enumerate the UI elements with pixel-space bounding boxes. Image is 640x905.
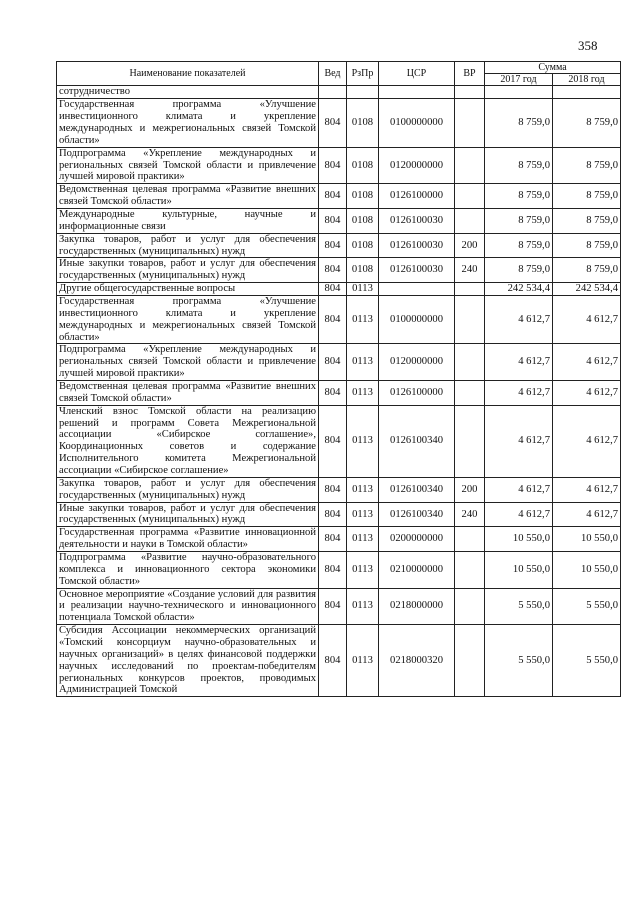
table-row [57, 502, 621, 527]
row-ved [319, 86, 347, 99]
row-sum-2017 [485, 86, 553, 99]
row-sum-2017: 8 759,0 [485, 147, 553, 184]
row-vr [455, 147, 485, 184]
row-sum-2017: 8 759,0 [485, 208, 553, 233]
row-ved: 804 [319, 258, 347, 283]
row-rzpr: 0108 [347, 208, 379, 233]
row-rzpr [347, 86, 379, 99]
row-sum-2018: 5 550,0 [553, 588, 621, 625]
header-sum: Сумма [485, 62, 621, 74]
row-csr: 0200000000 [379, 527, 455, 552]
row-csr: 0126100030 [379, 208, 455, 233]
row-vr [455, 283, 485, 296]
table-row [57, 344, 621, 381]
table-row [57, 99, 621, 147]
table-row [57, 283, 621, 296]
row-name: Основное мероприятие «Создание условий для развития и реализации научно-технического и инновационного потенциала Томской области» [57, 588, 319, 625]
row-sum-2017: 8 759,0 [485, 233, 553, 258]
table-row [57, 527, 621, 552]
row-sum-2017: 4 612,7 [485, 477, 553, 502]
row-ved: 804 [319, 233, 347, 258]
row-sum-2017: 10 550,0 [485, 527, 553, 552]
row-name: Подпрограмма «Развитие научно-образовательного комплекса и инновационного сектора экономики Томской области» [57, 552, 319, 589]
row-rzpr: 0113 [347, 344, 379, 381]
row-name: Международные культурные, научные и информационные связи [57, 208, 319, 233]
row-name: Государственная программа «Улучшение инвестиционного климата и укрепление международных и межрегиональных связей Томской области» [57, 295, 319, 343]
row-csr: 0218000000 [379, 588, 455, 625]
row-vr: 240 [455, 502, 485, 527]
budget-table [56, 61, 621, 697]
row-sum-2018: 4 612,7 [553, 502, 621, 527]
row-sum-2018: 242 534,4 [553, 283, 621, 296]
row-csr: 0210000000 [379, 552, 455, 589]
row-rzpr: 0113 [347, 405, 379, 477]
header-csr: ЦСР [379, 62, 455, 86]
row-ved: 804 [319, 283, 347, 296]
row-vr [455, 208, 485, 233]
row-sum-2018: 8 759,0 [553, 258, 621, 283]
row-vr [455, 405, 485, 477]
table-row [57, 233, 621, 258]
row-name: Иные закупки товаров, работ и услуг для обеспечения государственных (муниципальных) нужд [57, 258, 319, 283]
header-2017: 2017 год [485, 74, 553, 86]
row-rzpr: 0113 [347, 502, 379, 527]
row-sum-2017: 5 550,0 [485, 625, 553, 697]
row-ved: 804 [319, 527, 347, 552]
row-sum-2018: 4 612,7 [553, 477, 621, 502]
row-csr: 0218000320 [379, 625, 455, 697]
row-csr: 0126100340 [379, 477, 455, 502]
row-sum-2018: 8 759,0 [553, 233, 621, 258]
row-rzpr: 0108 [347, 184, 379, 209]
table-row [57, 381, 621, 406]
row-rzpr: 0113 [347, 283, 379, 296]
table-row [57, 208, 621, 233]
header-name: Наименование показателей [57, 62, 319, 86]
row-vr [455, 344, 485, 381]
row-csr [379, 283, 455, 296]
row-ved: 804 [319, 147, 347, 184]
row-vr: 200 [455, 477, 485, 502]
row-ved: 804 [319, 208, 347, 233]
row-name: сотрудничество [57, 86, 319, 99]
row-csr: 0126100030 [379, 258, 455, 283]
header-vr: ВР [455, 62, 485, 86]
row-name: Закупка товаров, работ и услуг для обеспечения государственных (муниципальных) нужд [57, 477, 319, 502]
table-row [57, 405, 621, 477]
row-name: Подпрограмма «Укрепление международных и региональных связей Томской области и привлечение лучшей мировой практики» [57, 344, 319, 381]
row-rzpr: 0108 [347, 147, 379, 184]
row-rzpr: 0108 [347, 258, 379, 283]
row-ved: 804 [319, 477, 347, 502]
row-rzpr: 0113 [347, 477, 379, 502]
table-body [57, 86, 621, 697]
row-vr [455, 99, 485, 147]
row-ved: 804 [319, 625, 347, 697]
table-row [57, 295, 621, 343]
row-vr: 240 [455, 258, 485, 283]
row-rzpr: 0113 [347, 381, 379, 406]
row-csr: 0100000000 [379, 295, 455, 343]
row-ved: 804 [319, 381, 347, 406]
table-row [57, 258, 621, 283]
row-vr [455, 381, 485, 406]
row-vr [455, 527, 485, 552]
row-vr [455, 588, 485, 625]
row-rzpr: 0108 [347, 233, 379, 258]
row-name: Субсидия Ассоциации некоммерческих организаций «Томский консорциум научно-образовательных и научных организаций» в целях финансовой поддержки научных исследований по проектам-победителям региональных конкурсов проектов, проводимых Администрацией Томской [57, 625, 319, 697]
row-sum-2017: 8 759,0 [485, 258, 553, 283]
row-sum-2017: 4 612,7 [485, 381, 553, 406]
table-row [57, 588, 621, 625]
row-sum-2018: 4 612,7 [553, 405, 621, 477]
row-vr [455, 86, 485, 99]
row-sum-2017: 4 612,7 [485, 344, 553, 381]
row-sum-2017: 242 534,4 [485, 283, 553, 296]
row-vr [455, 295, 485, 343]
row-sum-2018: 10 550,0 [553, 552, 621, 589]
row-ved: 804 [319, 405, 347, 477]
row-sum-2018: 8 759,0 [553, 99, 621, 147]
table-row [57, 477, 621, 502]
row-sum-2018: 8 759,0 [553, 208, 621, 233]
row-csr [379, 86, 455, 99]
row-csr: 0126100340 [379, 502, 455, 527]
header-ved: Вед [319, 62, 347, 86]
row-name: Государственная программа «Улучшение инвестиционного климата и укрепление международных и межрегиональных связей Томской области» [57, 99, 319, 147]
row-name: Государственная программа «Развитие инновационной деятельности и науки в Томской области» [57, 527, 319, 552]
header-rzpr: РзПр [347, 62, 379, 86]
row-sum-2017: 8 759,0 [485, 99, 553, 147]
table-row [57, 625, 621, 697]
row-sum-2018: 4 612,7 [553, 295, 621, 343]
row-name: Членский взнос Томской области на реализацию решений и программ Совета Межрегиональной ассоциации «Сибирское соглашение», Координационных советов и содержание Исполнительного комитета Межрегиональной ассоциации «Сибирское соглашение» [57, 405, 319, 477]
row-name: Другие общегосударственные вопросы [57, 283, 319, 296]
row-sum-2018: 8 759,0 [553, 147, 621, 184]
row-rzpr: 0113 [347, 527, 379, 552]
row-sum-2018: 5 550,0 [553, 625, 621, 697]
row-name: Ведомственная целевая программа «Развитие внешних связей Томской области» [57, 381, 319, 406]
table-row [57, 552, 621, 589]
row-vr: 200 [455, 233, 485, 258]
row-sum-2017: 10 550,0 [485, 552, 553, 589]
row-sum-2017: 4 612,7 [485, 295, 553, 343]
row-sum-2018 [553, 86, 621, 99]
row-rzpr: 0113 [347, 588, 379, 625]
row-sum-2018: 4 612,7 [553, 344, 621, 381]
row-rzpr: 0108 [347, 99, 379, 147]
row-ved: 804 [319, 588, 347, 625]
row-name: Закупка товаров, работ и услуг для обеспечения государственных (муниципальных) нужд [57, 233, 319, 258]
row-csr: 0120000000 [379, 344, 455, 381]
row-sum-2017: 4 612,7 [485, 502, 553, 527]
row-sum-2017: 4 612,7 [485, 405, 553, 477]
row-csr: 0120000000 [379, 147, 455, 184]
row-rzpr: 0113 [347, 552, 379, 589]
row-csr: 0126100340 [379, 405, 455, 477]
table-row [57, 86, 621, 99]
row-ved: 804 [319, 295, 347, 343]
row-name: Подпрограмма «Укрепление международных и региональных связей Томской области и привлечение лучшей мировой практики» [57, 147, 319, 184]
row-csr: 0100000000 [379, 99, 455, 147]
row-sum-2018: 10 550,0 [553, 527, 621, 552]
row-vr [455, 184, 485, 209]
row-name: Ведомственная целевая программа «Развитие внешних связей Томской области» [57, 184, 319, 209]
row-sum-2018: 8 759,0 [553, 184, 621, 209]
row-sum-2017: 8 759,0 [485, 184, 553, 209]
row-vr [455, 625, 485, 697]
row-name: Иные закупки товаров, работ и услуг для обеспечения государственных (муниципальных) нужд [57, 502, 319, 527]
row-ved: 804 [319, 344, 347, 381]
row-csr: 0126100000 [379, 184, 455, 209]
row-ved: 804 [319, 552, 347, 589]
row-sum-2018: 4 612,7 [553, 381, 621, 406]
row-csr: 0126100000 [379, 381, 455, 406]
row-ved: 804 [319, 184, 347, 209]
row-rzpr: 0113 [347, 295, 379, 343]
header-2018: 2018 год [553, 74, 621, 86]
table-row [57, 184, 621, 209]
row-csr: 0126100030 [379, 233, 455, 258]
row-vr [455, 552, 485, 589]
row-sum-2017: 5 550,0 [485, 588, 553, 625]
row-ved: 804 [319, 502, 347, 527]
page-number: 358 [578, 38, 598, 53]
row-ved: 804 [319, 99, 347, 147]
table-row [57, 147, 621, 184]
row-rzpr: 0113 [347, 625, 379, 697]
